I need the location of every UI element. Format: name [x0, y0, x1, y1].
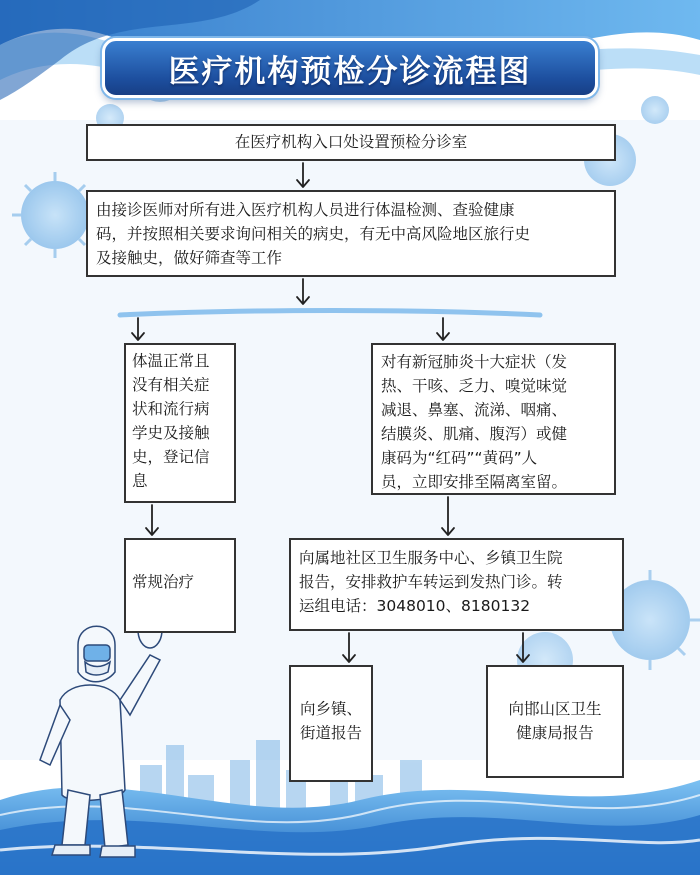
step-entrance-text: 在医疗机构入口处设置预检分诊室	[234, 133, 468, 151]
arrow-down-icon	[343, 633, 355, 662]
step-symptoms-line: 热、干咳、乏力、嗅觉味觉	[381, 377, 568, 395]
step-screening-line: 及接触史，做好筛查等工作	[96, 249, 283, 267]
step-symptoms-line: 结膜炎、肌痛、腹泻）或健	[381, 425, 568, 443]
step-report-town-line: 向乡镇、	[299, 700, 362, 718]
step-report-bureau-line: 向邯山区卫生	[508, 700, 602, 718]
arrow-down-icon	[146, 505, 158, 535]
step-report-bureau-line: 健康局报告	[516, 724, 594, 742]
step-screening-line: 由接诊医师对所有进入医疗机构人员进行体温检测、查验健康	[96, 201, 515, 219]
step-report-town-line: 街道报告	[299, 724, 362, 742]
step-report-center-line: 报告，安排救护车转运到发热门诊。转	[299, 573, 563, 591]
step-routine-text: 常规治疗	[132, 573, 195, 591]
step-normal-line: 息	[132, 472, 148, 490]
step-symptoms-line: 对有新冠肺炎十大症状（发	[381, 353, 568, 371]
step-normal-line: 学史及接触	[132, 424, 210, 442]
step-screening-line: 码，并按照相关要求询问相关的病史，有无中高风险地区旅行史	[96, 225, 531, 243]
step-report-center-line: 向属地社区卫生服务中心、乡镇卫生院	[299, 549, 563, 567]
arrow-down-icon	[132, 318, 144, 340]
arrow-down-icon	[517, 633, 529, 662]
arrow-down-icon	[297, 163, 309, 187]
arrow-down-icon	[437, 318, 449, 340]
step-normal-line: 体温正常且	[132, 352, 210, 370]
step-normal-line: 状和流行病	[132, 400, 210, 418]
step-report-center-line: 运组电话：3048010、8180132	[299, 597, 531, 615]
step-normal-line: 没有相关症	[132, 376, 210, 394]
page-title: 医疗机构预检分诊流程图	[168, 53, 532, 90]
step-normal-line: 史，登记信	[132, 448, 210, 466]
arrow-down-icon	[297, 279, 309, 304]
step-symptoms-line: 减退、鼻塞、流涕、咽痛、	[381, 401, 568, 419]
arrow-down-icon	[442, 497, 454, 535]
step-symptoms-line: 员，立即安排至隔离室留。	[381, 473, 568, 491]
step-symptoms-line: 康码为“红码”“黄码”人	[381, 449, 538, 467]
